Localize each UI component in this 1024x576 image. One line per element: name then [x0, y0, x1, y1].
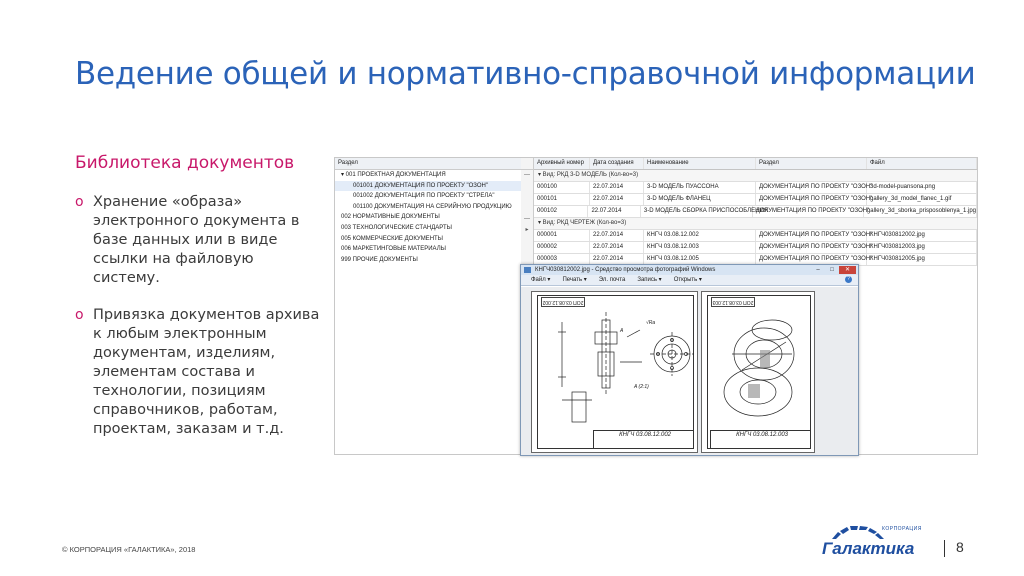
- table-cell: 3-D МОДЕЛЬ ПУАССОНА: [644, 182, 756, 193]
- table-cell: gallery_3d_model_flanec_1.gif: [867, 194, 977, 205]
- table-cell: КНГЧ030812002.jpg: [867, 230, 977, 241]
- drawing-code: 2ОП 03.08.12.003: [712, 299, 754, 305]
- bullet-text: Хранение «образа» электронного документа в базе данных или в виде ссылки на файловую систему.: [93, 194, 300, 286]
- tree-item[interactable]: 002 НОРМАТИВНЫЕ ДОКУМЕНТЫ: [341, 214, 440, 221]
- photo-viewer-window: [520, 264, 859, 456]
- table-cell: ДОКУМЕНТАЦИЯ ПО ПРОЕКТУ "ОЗОН": [756, 242, 867, 253]
- table-cell: 000102: [534, 206, 588, 217]
- section-title: Библиотека документов: [75, 153, 295, 173]
- bullet-item: [75, 193, 320, 288]
- viewer-titlebar: [521, 265, 858, 275]
- table-cell: 000003: [534, 254, 590, 265]
- tree-header[interactable]: Раздел: [335, 158, 521, 170]
- footer-divider: [944, 540, 945, 557]
- table-cell: КНГЧ030812005.jpg: [867, 254, 977, 265]
- grid-header: [534, 158, 977, 170]
- page-title: Ведение общей и нормативно-справочной информации: [75, 56, 976, 92]
- table-cell: 22.07.2014: [590, 182, 644, 193]
- copyright: © КОРПОРАЦИЯ «ГАЛАКТИКА», 2018: [62, 545, 196, 554]
- column-header[interactable]: Раздел: [756, 158, 867, 169]
- table-cell: 22.07.2014: [590, 194, 644, 205]
- table-cell: ДОКУМЕНТАЦИЯ ПО ПРОЕКТУ "ОЗОН": [753, 206, 864, 217]
- table-cell: КНГЧ 03.08.12.003: [644, 242, 756, 253]
- drawing-sheet: [701, 291, 815, 453]
- maximize-icon[interactable]: □: [830, 267, 834, 273]
- table-row[interactable]: [534, 194, 977, 206]
- column-header[interactable]: Архивный номер: [534, 158, 590, 169]
- section-tree: [335, 158, 522, 454]
- viewer-title: КНГЧ030812002.jpg - Средство просмотра фотографий Windows: [535, 267, 716, 273]
- table-cell: 3-D МОДЕЛЬ ФЛАНЕЦ: [644, 194, 756, 205]
- table-cell: 22.07.2014: [590, 254, 644, 265]
- bullet-item: [75, 306, 320, 439]
- table-row[interactable]: [534, 182, 977, 194]
- table-cell: ДОКУМЕНТАЦИЯ ПО ПРОЕКТУ "ОЗОН": [756, 194, 867, 205]
- column-header[interactable]: Дата создания: [590, 158, 644, 169]
- page-number: 8: [956, 539, 964, 555]
- table-cell: КНГЧ 03.08.12.005: [644, 254, 756, 265]
- tree-item[interactable]: 001100 ДОКУМЕНТАЦИЯ НА СЕРИЙНУЮ ПРОДУКЦИЮ: [353, 203, 512, 210]
- technical-drawing-2: [702, 292, 814, 452]
- menu-burn[interactable]: Запись ▾: [637, 277, 662, 283]
- company-logo: [822, 526, 938, 558]
- table-cell: 3-D МОДЕЛЬ СБОРКА ПРИСПОСОБЛЕНИЯ: [641, 206, 753, 217]
- table-cell: КНГЧ 03.08.12.002: [644, 230, 756, 241]
- drawing-sheet: [531, 291, 698, 453]
- tree-item[interactable]: 001002 ДОКУМЕНТАЦИЯ ПО ПРОЕКТУ "СТРЕЛА": [353, 193, 495, 200]
- table-cell: 000002: [534, 242, 590, 253]
- table-cell: ДОКУМЕНТАЦИЯ ПО ПРОЕКТУ "ОЗОН": [756, 230, 867, 241]
- document-library-screenshot: [334, 157, 978, 455]
- table-cell: 22.07.2014: [590, 230, 644, 241]
- grid-group-row[interactable]: ▾ Вид: РКД ЧЕРТЕЖ (Кол-во=3): [534, 218, 977, 230]
- table-cell: 000101: [534, 194, 590, 205]
- tree-item[interactable]: 003 ТЕХНОЛОГИЧЕСКИЕ СТАНДАРТЫ: [341, 224, 452, 231]
- bullet-marker: o: [75, 194, 84, 210]
- menu-open[interactable]: Открыть ▾: [673, 277, 702, 283]
- table-cell: ДОКУМЕНТАЦИЯ ПО ПРОЕКТУ "ОЗОН": [756, 182, 867, 193]
- column-header[interactable]: Наименование: [644, 158, 756, 169]
- tree-item[interactable]: 001001 ДОКУМЕНТАЦИЯ ПО ПРОЕКТУ "ОЗОН": [335, 181, 521, 192]
- table-cell: 000001: [534, 230, 590, 241]
- table-cell: 3d-model-puansona.png: [867, 182, 977, 193]
- logo-corp-text: КОРПОРАЦИЯ: [882, 526, 922, 532]
- viewer-menu: [521, 275, 858, 286]
- table-row[interactable]: [534, 242, 977, 254]
- logo-wordmark: Галактика: [822, 539, 915, 558]
- column-header[interactable]: Файл: [867, 158, 977, 169]
- svg-text:A: A: [620, 328, 624, 334]
- table-cell: 22.07.2014: [588, 206, 640, 217]
- image-icon: [524, 267, 531, 273]
- tree-item[interactable]: 999 ПРОЧИЕ ДОКУМЕНТЫ: [341, 256, 418, 263]
- svg-text:√Ra: √Ra: [646, 320, 656, 326]
- table-cell: КНГЧ030812003.jpg: [867, 242, 977, 253]
- svg-text:A (2:1): A (2:1): [634, 384, 649, 390]
- bullet-text: Привязка документов архива к любым электронным документам, изделиям, элементам состава и технологии, позициям справочников, работам, проектам, заказам и т.д.: [93, 307, 320, 437]
- drawing-stamp: КНГЧ 03.08.12.002: [619, 432, 671, 438]
- menu-email[interactable]: Эл. почта: [598, 277, 626, 283]
- table-cell: gallery_3d_sborka_prisposoblenya_1.jpg: [864, 206, 977, 217]
- menu-print[interactable]: Печать ▾: [562, 277, 587, 283]
- bullet-marker: o: [75, 307, 84, 323]
- tree-item[interactable]: ▾ 001 ПРОЕКТНАЯ ДОКУМЕНТАЦИЯ: [341, 172, 446, 178]
- menu-file[interactable]: Файл ▾: [531, 277, 551, 283]
- viewer-canvas: [521, 287, 858, 455]
- technical-drawing-1: [532, 292, 697, 452]
- drawing-code: 2ОП 03.08.12.002: [542, 299, 584, 305]
- tree-item[interactable]: 006 МАРКЕТИНГОВЫЕ МАТЕРИАЛЫ: [341, 246, 446, 253]
- row-gutter: — — ▸: [521, 158, 534, 454]
- grid-group-row[interactable]: ▾ Вид: РКД 3-D МОДЕЛЬ (Кол-во=3): [534, 170, 977, 182]
- table-row[interactable]: [534, 230, 977, 242]
- drawing-stamp: КНГЧ 03.08.12.003: [736, 432, 788, 438]
- tree-item[interactable]: 005 КОММЕРЧЕСКИЕ ДОКУМЕНТЫ: [341, 235, 443, 242]
- table-row[interactable]: [534, 206, 977, 218]
- table-cell: 22.07.2014: [590, 242, 644, 253]
- close-icon[interactable]: ✕: [839, 266, 856, 274]
- help-icon[interactable]: ?: [845, 276, 852, 283]
- minimize-icon[interactable]: –: [816, 267, 820, 273]
- table-cell: ДОКУМЕНТАЦИЯ ПО ПРОЕКТУ "ОЗОН": [756, 254, 867, 265]
- table-cell: 000100: [534, 182, 590, 193]
